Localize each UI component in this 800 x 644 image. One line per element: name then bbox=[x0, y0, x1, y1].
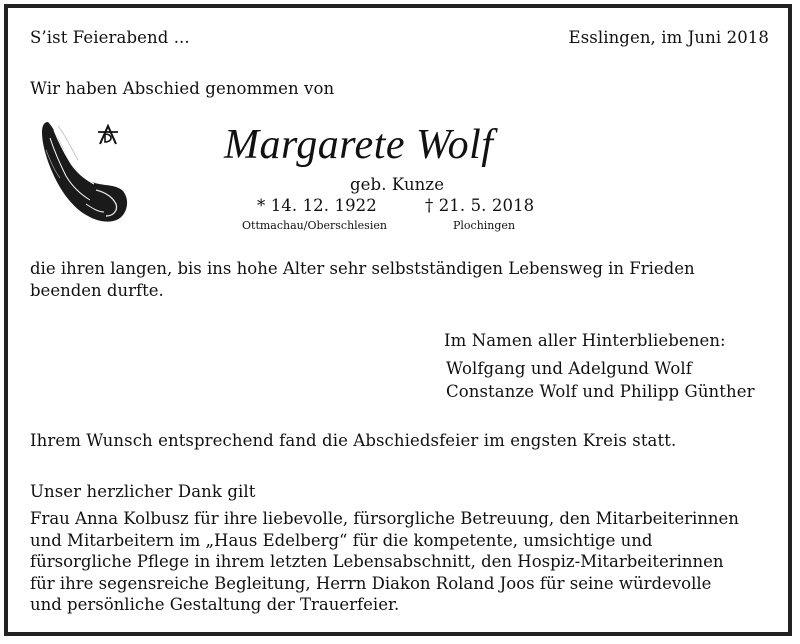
family-line-2: Constanze Wolf und Philipp Günther bbox=[446, 382, 755, 401]
thanks-paragraph bbox=[30, 508, 739, 616]
deceased-name: Margarete Wolf bbox=[224, 122, 494, 168]
death-place: Plochingen bbox=[453, 219, 516, 232]
header-motto: S’ist Feierabend ... bbox=[30, 28, 190, 47]
statement-paragraph bbox=[30, 258, 695, 301]
birth-date: * 14. 12. 1922 bbox=[257, 196, 377, 215]
thanks-line: und persönliche Gestaltung der Trauerfeier. bbox=[30, 595, 400, 614]
thanks-line: für ihre segensreiche Begleitung, Herrn Diakon Roland Joos für seine würdevolle bbox=[30, 573, 712, 593]
thanks-line: und Mitarbeitern im „Haus Edelberg“ für die kompetente, umsichtige und bbox=[30, 530, 653, 550]
ceremony-text: Ihrem Wunsch entsprechend fand die Abschiedsfeier im engsten Kreis statt. bbox=[30, 431, 677, 450]
intro-text: Wir haben Abschied genommen von bbox=[30, 79, 335, 98]
statement-line: die ihren langen, bis ins hohe Alter sehr selbstständigen Lebensweg in Frieden bbox=[30, 259, 695, 278]
family-line-1: Wolfgang und Adelgund Wolf bbox=[446, 359, 692, 378]
thanks-heading: Unser herzlicher Dank gilt bbox=[30, 482, 256, 501]
thanks-line: fürsorgliche Pflege in ihrem letzten Lebensabschnitt, den Hospiz-Mitarbeiterinnen bbox=[30, 552, 724, 571]
death-date: † 21. 5. 2018 bbox=[425, 196, 535, 215]
durer-monogram-icon bbox=[97, 124, 119, 146]
family-intro: Im Namen aller Hinterbliebenen: bbox=[444, 331, 726, 350]
birth-place: Ottmachau/Oberschlesien bbox=[242, 219, 387, 232]
birth-name: geb. Kunze bbox=[350, 175, 445, 194]
header-place-date: Esslingen, im Juni 2018 bbox=[568, 28, 769, 47]
statement-line: beenden durfte. bbox=[30, 280, 164, 300]
thanks-line: Frau Anna Kolbusz für ihre liebevolle, fürsorgliche Betreuung, den Mitarbeiterinnen bbox=[30, 509, 739, 528]
